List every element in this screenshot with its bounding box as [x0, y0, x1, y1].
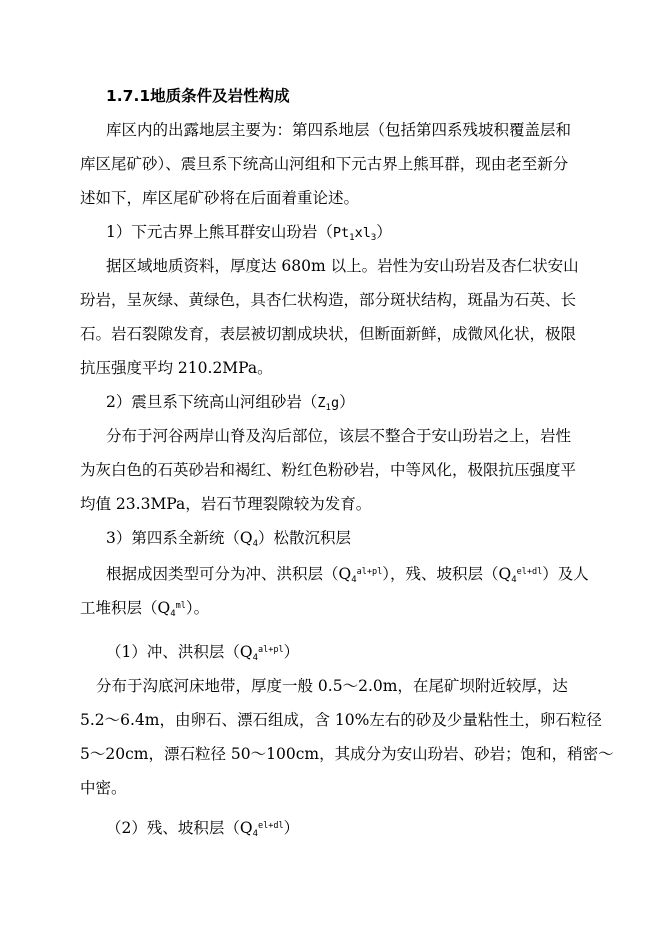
stratum-1-line-2: 玢岩，呈灰绿、黄绿色，具杏仁状构造，部分斑状结构，斑晶为石英、长	[80, 291, 577, 309]
stratum-3-text-c: ）及人	[542, 565, 589, 583]
stratum-3-heading	[106, 528, 351, 554]
stratum-3-symbol-sub: 4	[252, 539, 258, 549]
stratum-1-line-1: 据区域地质资料，厚度达 680m 以上。岩性为安山玢岩及杏仁状安山	[106, 257, 579, 275]
sublayer-1-heading-text: （1）冲、洪积层（Q	[106, 643, 253, 661]
stratum-3-text-b: ），残、坡积层（Q	[382, 565, 512, 583]
sublayer-2-heading-text: （2）残、坡积层（Q	[106, 819, 253, 837]
stratum-3-sup-a: al+pl	[356, 567, 383, 577]
stratum-2-heading-suffix: ）	[339, 393, 355, 411]
stratum-1-heading-text: 1）下元古界上熊耳群安山玢岩（	[106, 223, 333, 241]
stratum-3-sub-b: 4	[511, 575, 517, 585]
sublayer-2-sup: el+dl	[258, 821, 284, 831]
stratum-1-heading-suffix: ）	[376, 223, 392, 241]
stratum-2-symbol: Z	[317, 395, 326, 411]
sublayer-2-sub: 4	[252, 829, 258, 839]
stratum-3-sub-d: 4	[170, 609, 176, 619]
stratum-3-heading-suffix: ）松散沉积层	[258, 529, 352, 547]
sublayer-1-heading	[106, 640, 299, 668]
sublayer-1-sup: al+pl	[258, 645, 284, 655]
stratum-2-heading	[106, 392, 355, 418]
stratum-3-sub-a: 4	[351, 575, 357, 585]
stratum-2-symbol-sub: 1	[325, 403, 331, 413]
sublayer-2-close-paren: ）	[283, 819, 300, 837]
sublayer-1-line-4: 中密。	[80, 779, 127, 797]
intro-line-2: 库区尾矿砂）、震旦系下统高山河组和下元古界上熊耳群，现由老至新分	[80, 155, 569, 173]
stratum-1-symbol-sub2: 3	[370, 233, 377, 243]
stratum-1-heading	[106, 222, 392, 248]
stratum-1-line-3: 石。岩石裂隙发育，表层被切割成块状，但断面新鲜，成微风化状，极限	[80, 325, 577, 343]
intro-line-3: 述如下，库区尾矿砂将在后面着重论述。	[80, 189, 360, 207]
stratum-1-symbol-mid: xl	[354, 225, 371, 241]
stratum-3-text-a: 根据成因类型可分为冲、洪积层（Q	[106, 565, 352, 583]
stratum-2-symbol-mid: g	[330, 395, 340, 411]
stratum-3-sup-d: ml	[175, 601, 186, 611]
stratum-3-text-e: ）。	[185, 599, 210, 617]
stratum-2-heading-text: 2）震旦系下统高山河组砂岩（	[106, 393, 318, 411]
stratum-3-line-1	[106, 562, 589, 590]
section-title: 1.7.1地质条件及岩性构成	[106, 87, 290, 105]
intro-line-1: 库区内的出露地层主要为：第四系地层（包括第四系残坡积覆盖层和	[106, 121, 572, 139]
sublayer-1-sub: 4	[252, 653, 258, 663]
stratum-2-line-2: 为灰白色的石英砂岩和褐红、粉红色粉砂岩，中等风化，极限抗压强度平	[80, 461, 577, 479]
stratum-1-symbol: Pt	[332, 225, 350, 241]
stratum-3-sup-b: el+dl	[516, 567, 543, 577]
stratum-2-line-3: 均值 23.3MPa，岩石节理裂隙较为发育。	[80, 495, 372, 513]
sublayer-1-line-1: 分布于沟底河床地带，厚度一般 0.5～2.0m，在尾矿坝附近较厚，达	[96, 677, 568, 695]
stratum-3-text-d: 工堆积层（Q	[80, 599, 171, 617]
stratum-1-line-4: 抗压强度平均 210.2MPa。	[80, 359, 273, 377]
stratum-3-line-2	[80, 596, 209, 624]
stratum-2-line-1: 分布于河谷两岸山脊及沟后部位，该层不整合于安山玢岩之上，岩性	[106, 427, 572, 445]
stratum-3-heading-text: 3）第四系全新统（Q	[106, 529, 253, 547]
stratum-1-symbol-sub: 1	[349, 233, 355, 243]
sublayer-1-line-2: 5.2～6.4m，由卵石、漂石组成，含 10%左右的砂及少量粘性土，卵石粒径	[80, 711, 602, 729]
sublayer-1-line-3: 5～20cm，漂石粒径 50～100cm，其成分为安山玢岩、砂岩；饱和，稍密～	[80, 745, 614, 763]
sublayer-1-close-paren: ）	[283, 643, 300, 661]
sublayer-2-heading	[106, 816, 299, 844]
